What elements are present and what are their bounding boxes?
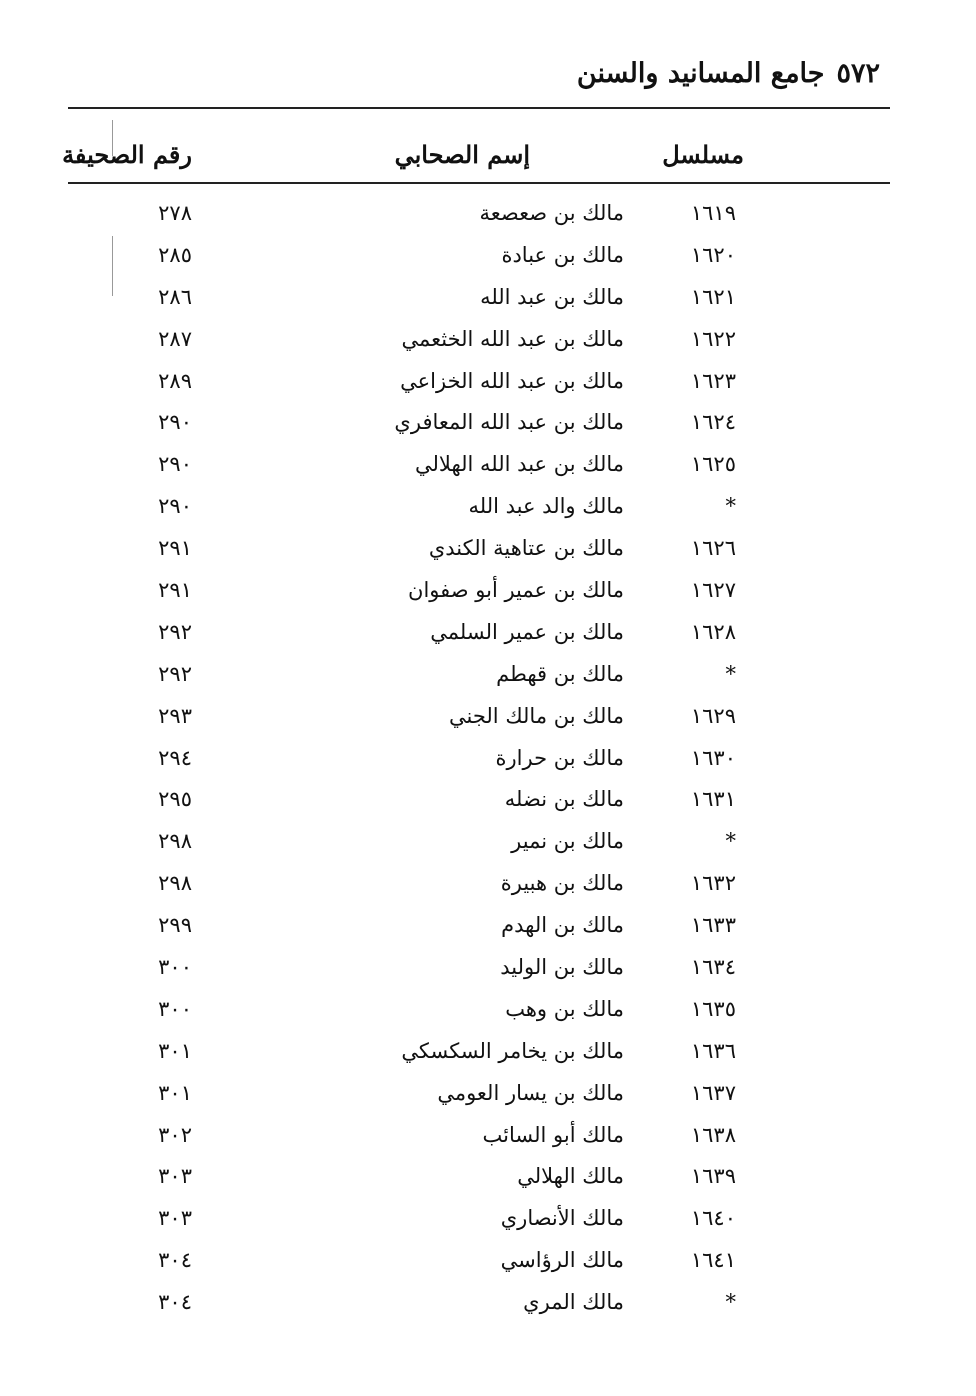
serial-cell: ١٦٣٦ [690, 1038, 736, 1063]
column-header-divider [68, 182, 890, 184]
companion-name-cell: مالك أبو السائب [482, 1122, 624, 1147]
serial-cell: ١٦٢١ [690, 284, 736, 309]
table-row [0, 654, 976, 696]
page-number-cell: ٢٨٦ [158, 284, 192, 309]
table-row [0, 193, 976, 235]
table-row [0, 1073, 976, 1115]
table-row [0, 1198, 976, 1240]
serial-cell: * [725, 829, 736, 854]
companion-name-cell: مالك بن الوليد [500, 955, 624, 980]
page-number-cell: ٣٠٤ [158, 1248, 192, 1273]
serial-cell: ١٦٣٩ [690, 1164, 736, 1189]
table-row [0, 444, 976, 486]
table-row [0, 486, 976, 528]
companion-name-cell: مالك الهلالي [517, 1164, 624, 1189]
table-row [0, 863, 976, 905]
index-table [0, 193, 976, 1324]
companion-name-cell: مالك بن مالك الجني [449, 703, 624, 728]
page-number-cell: ٢٩٩ [158, 913, 192, 938]
page-number-cell: ٢٩٠ [158, 494, 192, 519]
serial-cell: ١٦٢٦ [690, 536, 736, 561]
table-row [0, 235, 976, 277]
header-divider [68, 107, 890, 109]
companion-name-cell: مالك بن صعصعة [479, 201, 624, 225]
table-row [0, 319, 976, 361]
page-number-cell: ٣٠٠ [158, 955, 192, 980]
serial-cell: ١٦٢٢ [690, 326, 736, 351]
serial-cell: ١٦٣٧ [690, 1080, 736, 1105]
page-number-cell: ٢٩٥ [158, 787, 192, 812]
page-number-cell: ٢٨٧ [158, 326, 192, 351]
serial-cell: ١٦١٩ [690, 201, 736, 225]
table-row [0, 570, 976, 612]
serial-cell: * [725, 661, 736, 686]
page-header [577, 58, 880, 89]
page-number-cell: ٢٨٩ [158, 368, 192, 393]
serial-cell: ١٦٣١ [690, 787, 736, 812]
companion-name-cell: مالك المري [523, 1290, 624, 1315]
serial-cell: ١٦٢٠ [690, 242, 736, 267]
page-number-cell: ٢٨٥ [158, 242, 192, 267]
companion-name-cell: مالك بن نضله [504, 787, 624, 812]
serial-cell: ١٦٢٨ [690, 619, 736, 644]
table-row [0, 361, 976, 403]
companion-name-cell: مالك بن نمير [511, 829, 624, 854]
page-number-cell: ٢٩٨ [158, 829, 192, 854]
serial-cell: ١٦٢٩ [690, 703, 736, 728]
page-number-cell: ٢٩٠ [158, 452, 192, 477]
table-row [0, 1031, 976, 1073]
serial-cell: ١٦٣٤ [690, 955, 736, 980]
table-row [0, 738, 976, 780]
page-number-cell: ٣٠١ [158, 1080, 192, 1105]
serial-cell: ١٦٣٠ [690, 745, 736, 770]
serial-cell: * [725, 494, 736, 519]
page-number-cell: ٢٩٢ [158, 619, 192, 644]
page-number-cell: ٣٠٣ [158, 1164, 192, 1189]
companion-name-cell: مالك الأنصاري [500, 1206, 624, 1231]
page-number-cell: ٢٩٠ [158, 410, 192, 435]
page-number-cell: ٣٠٠ [158, 996, 192, 1021]
table-row [0, 1156, 976, 1198]
serial-cell: ١٦٣٣ [690, 913, 736, 938]
serial-cell: ١٦٣٥ [690, 996, 736, 1021]
page-number-cell: ٢٩١ [158, 536, 192, 561]
companion-name-cell: مالك بن وهب [505, 996, 624, 1021]
table-row [0, 612, 976, 654]
companion-name-cell: مالك الرؤاسي [500, 1248, 624, 1273]
table-row [0, 696, 976, 738]
table-row [0, 1115, 976, 1157]
companion-name-cell: مالك بن عمير أبو صفوان [408, 578, 624, 603]
table-row [0, 402, 976, 444]
companion-name-cell: مالك بن هبيرة [500, 871, 624, 896]
serial-cell: ١٦٣٨ [690, 1122, 736, 1147]
column-header-serial: مسلسل [662, 140, 744, 169]
companion-name-cell: مالك بن عبد الله [480, 284, 624, 309]
page-number-cell: ٣٠٢ [158, 1122, 192, 1147]
serial-cell: * [725, 1290, 736, 1315]
page-number-cell: ٢٩٤ [158, 745, 192, 770]
companion-name-cell: مالك بن عبد الله الخثعمي [401, 326, 624, 351]
table-row [0, 1240, 976, 1282]
page-number-cell: ٢٩٣ [158, 703, 192, 728]
companion-name-cell: مالك بن عبادة [501, 242, 624, 267]
page-number-cell: ٣٠٤ [158, 1290, 192, 1315]
table-row [0, 905, 976, 947]
margin-mark [112, 120, 113, 156]
companion-name-cell: مالك والد عبد الله [468, 494, 624, 519]
page-number-cell: ٣٠٣ [158, 1206, 192, 1231]
serial-cell: ١٦٢٧ [690, 578, 736, 603]
page-number-cell: ٢٧٨ [158, 201, 192, 225]
serial-cell: ١٦٣٢ [690, 871, 736, 896]
table-row [0, 821, 976, 863]
column-header-page-number: رقم الصحيفة [62, 140, 192, 169]
page-number: ٥٧٢ [836, 58, 880, 89]
companion-name-cell: مالك بن قهطم [496, 661, 624, 686]
companion-name-cell: مالك بن حرارة [495, 745, 624, 770]
table-row [0, 277, 976, 319]
serial-cell: ١٦٤١ [690, 1248, 736, 1273]
companion-name-cell: مالك بن عبد الله الهلالي [415, 452, 624, 477]
page-number-cell: ٢٩١ [158, 578, 192, 603]
table-row [0, 989, 976, 1031]
companion-name-cell: مالك بن يسار العومي [437, 1080, 624, 1105]
companion-name-cell: مالك بن عمير السلمي [430, 619, 624, 644]
companion-name-cell: مالك بن عتاهية الكندي [428, 536, 624, 561]
companion-name-cell: مالك بن الهدم [501, 913, 624, 938]
page-number-cell: ٣٠١ [158, 1038, 192, 1063]
table-row [0, 947, 976, 989]
table-row [0, 1282, 976, 1324]
page-number-cell: ٢٩٢ [158, 661, 192, 686]
serial-cell: ١٦٤٠ [690, 1206, 736, 1231]
serial-cell: ١٦٢٥ [690, 452, 736, 477]
table-row [0, 779, 976, 821]
companion-name-cell: مالك بن يخامر السكسكي [401, 1038, 624, 1063]
book-title: جامع المسانيد والسنن [576, 58, 825, 89]
table-row [0, 528, 976, 570]
companion-name-cell: مالك بن عبد الله الخزاعي [400, 368, 624, 393]
serial-cell: ١٦٢٤ [690, 410, 736, 435]
serial-cell: ١٦٢٣ [690, 368, 736, 393]
column-header-companion-name: إسم الصحابي [394, 140, 530, 169]
page-number-cell: ٢٩٨ [158, 871, 192, 896]
companion-name-cell: مالك بن عبد الله المعافري [394, 410, 624, 435]
